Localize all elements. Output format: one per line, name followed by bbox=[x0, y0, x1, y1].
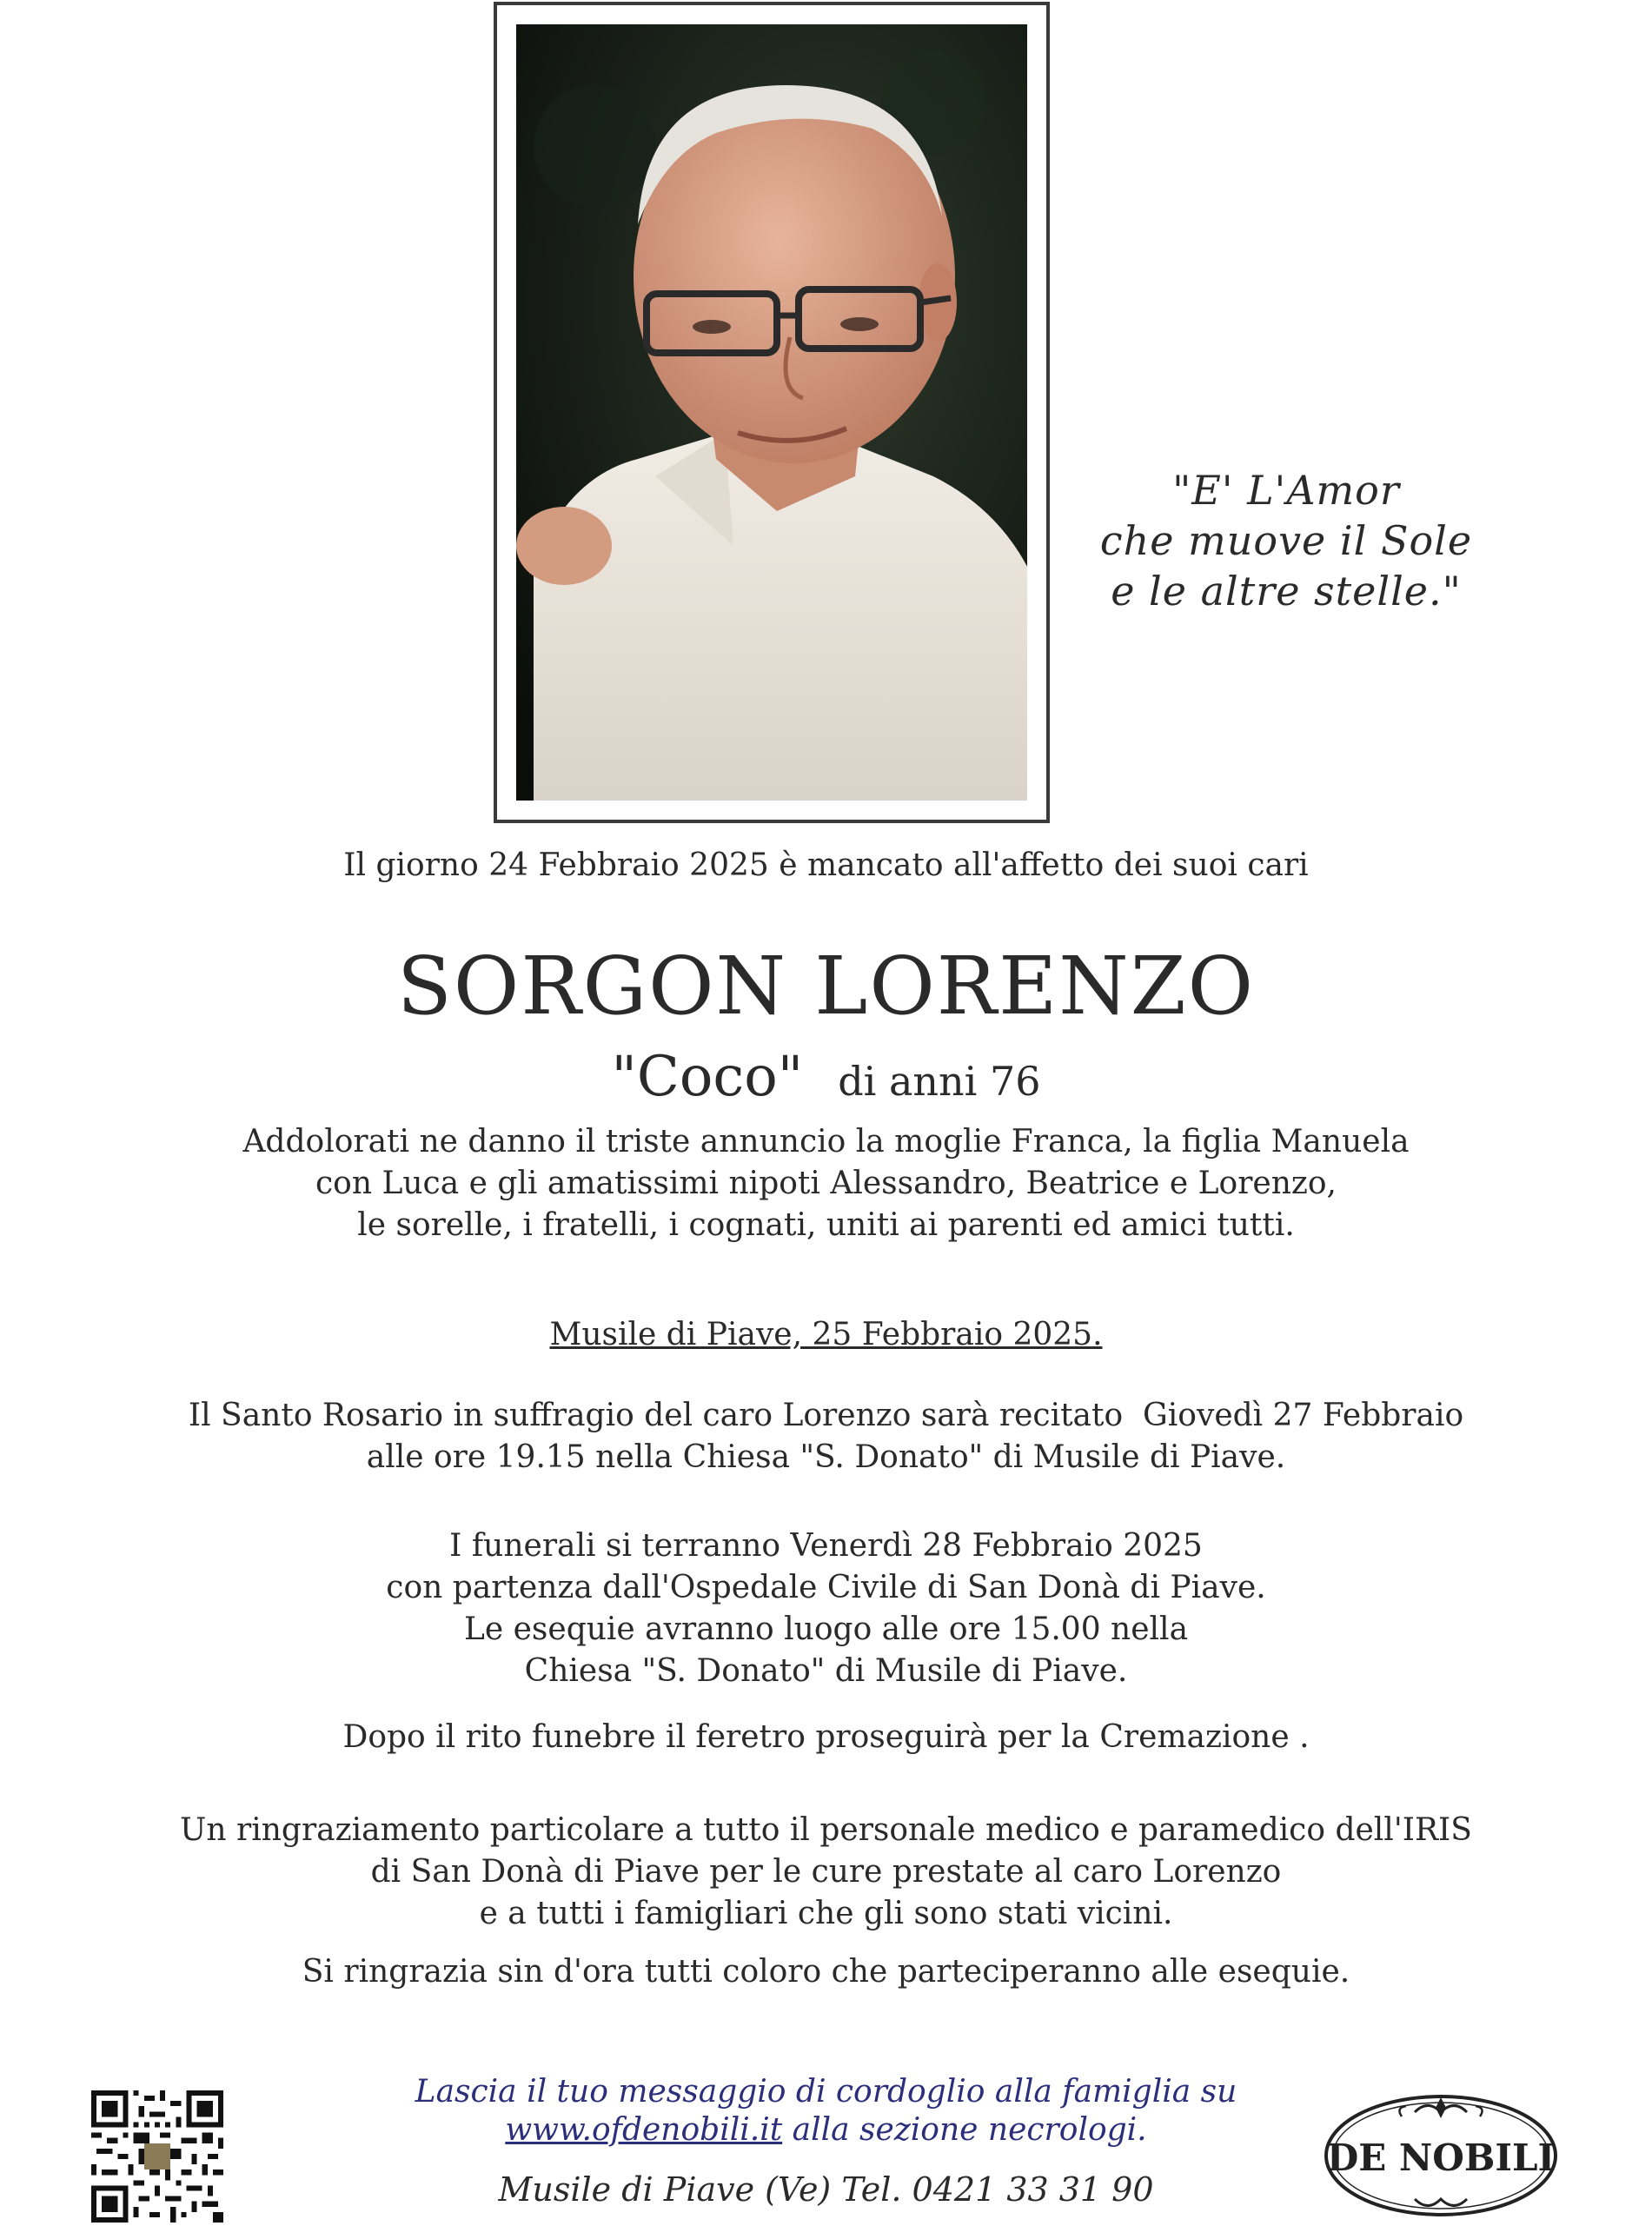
quote-line: "E' L'Amor bbox=[1172, 467, 1400, 514]
portrait-illustration bbox=[516, 24, 1027, 801]
quote-line: e le altre stelle." bbox=[1111, 568, 1462, 615]
portrait-frame bbox=[494, 2, 1050, 823]
funeral-line: Le esequie avranno luogo alle ore 15.00 nella bbox=[463, 1611, 1189, 1647]
portrait-photo bbox=[516, 24, 1027, 801]
deceased-name: SORGON LORENZO bbox=[396, 940, 1256, 1033]
funeral-line: con partenza dall'Ospedale Civile di San Donà di Piave. bbox=[386, 1570, 1266, 1605]
website-link[interactable]: www.ofdenobili.it bbox=[505, 2112, 783, 2148]
logo-text: DE NOBILI bbox=[1326, 2136, 1556, 2179]
announcement-paragraph bbox=[0, 1121, 1652, 1246]
cremation-text: Dopo il rito funebre il feretro proseguirà per la Cremazione . bbox=[342, 1719, 1310, 1755]
condolence-line-2-rest: alla sezione necrologi. bbox=[792, 2112, 1147, 2148]
funeral-line: Chiesa "S. Donato" di Musile di Piave. bbox=[524, 1653, 1128, 1689]
rosary-paragraph bbox=[0, 1395, 1652, 1478]
thanks-line: di San Donà di Piave per le cure prestate al caro Lorenzo bbox=[370, 1854, 1282, 1890]
funeral-line: I funerali si terranno Venerdì 28 Febbraio 2025 bbox=[449, 1528, 1203, 1564]
logo-icon bbox=[1319, 2073, 1562, 2221]
announcement-line: con Luca e gli amatissimi nipoti Alessandro, Beatrice e Lorenzo, bbox=[315, 1166, 1337, 1201]
intro-text: Il giorno 24 Febbraio 2025 è mancato all'affetto dei suoi cari bbox=[343, 847, 1309, 883]
condolence-line-1: Lascia il tuo messaggio di cordoglio alla famiglia su bbox=[415, 2074, 1237, 2110]
thanks-line: Un ringraziamento particolare a tutto il personale medico e paramedico dell'IRIS bbox=[180, 1812, 1472, 1848]
thanks-line: e a tutti i famigliari che gli sono stati vicini. bbox=[479, 1896, 1173, 1931]
announcement-line: le sorelle, i fratelli, i cognati, uniti ai parenti ed amici tutti. bbox=[357, 1207, 1295, 1243]
nickname: "Coco" bbox=[611, 1045, 804, 1109]
funeral-paragraph bbox=[0, 1525, 1652, 1692]
dante-quote bbox=[1069, 465, 1503, 616]
quote-line: che muove il Sole bbox=[1099, 517, 1473, 564]
place-date-text: Musile di Piave, 25 Febbraio 2025. bbox=[549, 1317, 1103, 1352]
place-date bbox=[0, 1314, 1652, 1356]
de-nobili-logo bbox=[1319, 2073, 1562, 2221]
thanks-all-text: Si ringrazia sin d'ora tutti coloro che parteciperanno alle esequie. bbox=[302, 1954, 1350, 1990]
nickname-row bbox=[0, 1045, 1652, 1109]
thanks-paragraph bbox=[0, 1810, 1652, 1935]
announcement-line: Addolorati ne danno il triste annuncio la moglie Franca, la figlia Manuela bbox=[242, 1124, 1410, 1160]
rosary-line: Il Santo Rosario in suffragio del caro Lorenzo sarà recitato Giovedì 27 Febbraio bbox=[188, 1398, 1464, 1433]
age: di anni 76 bbox=[838, 1058, 1041, 1105]
contact-info: Musile di Piave (Ve) Tel. 0421 33 31 90 bbox=[498, 2170, 1154, 2209]
rosary-line: alle ore 19.15 nella Chiesa "S. Donato" di Musile di Piave. bbox=[366, 1439, 1286, 1475]
